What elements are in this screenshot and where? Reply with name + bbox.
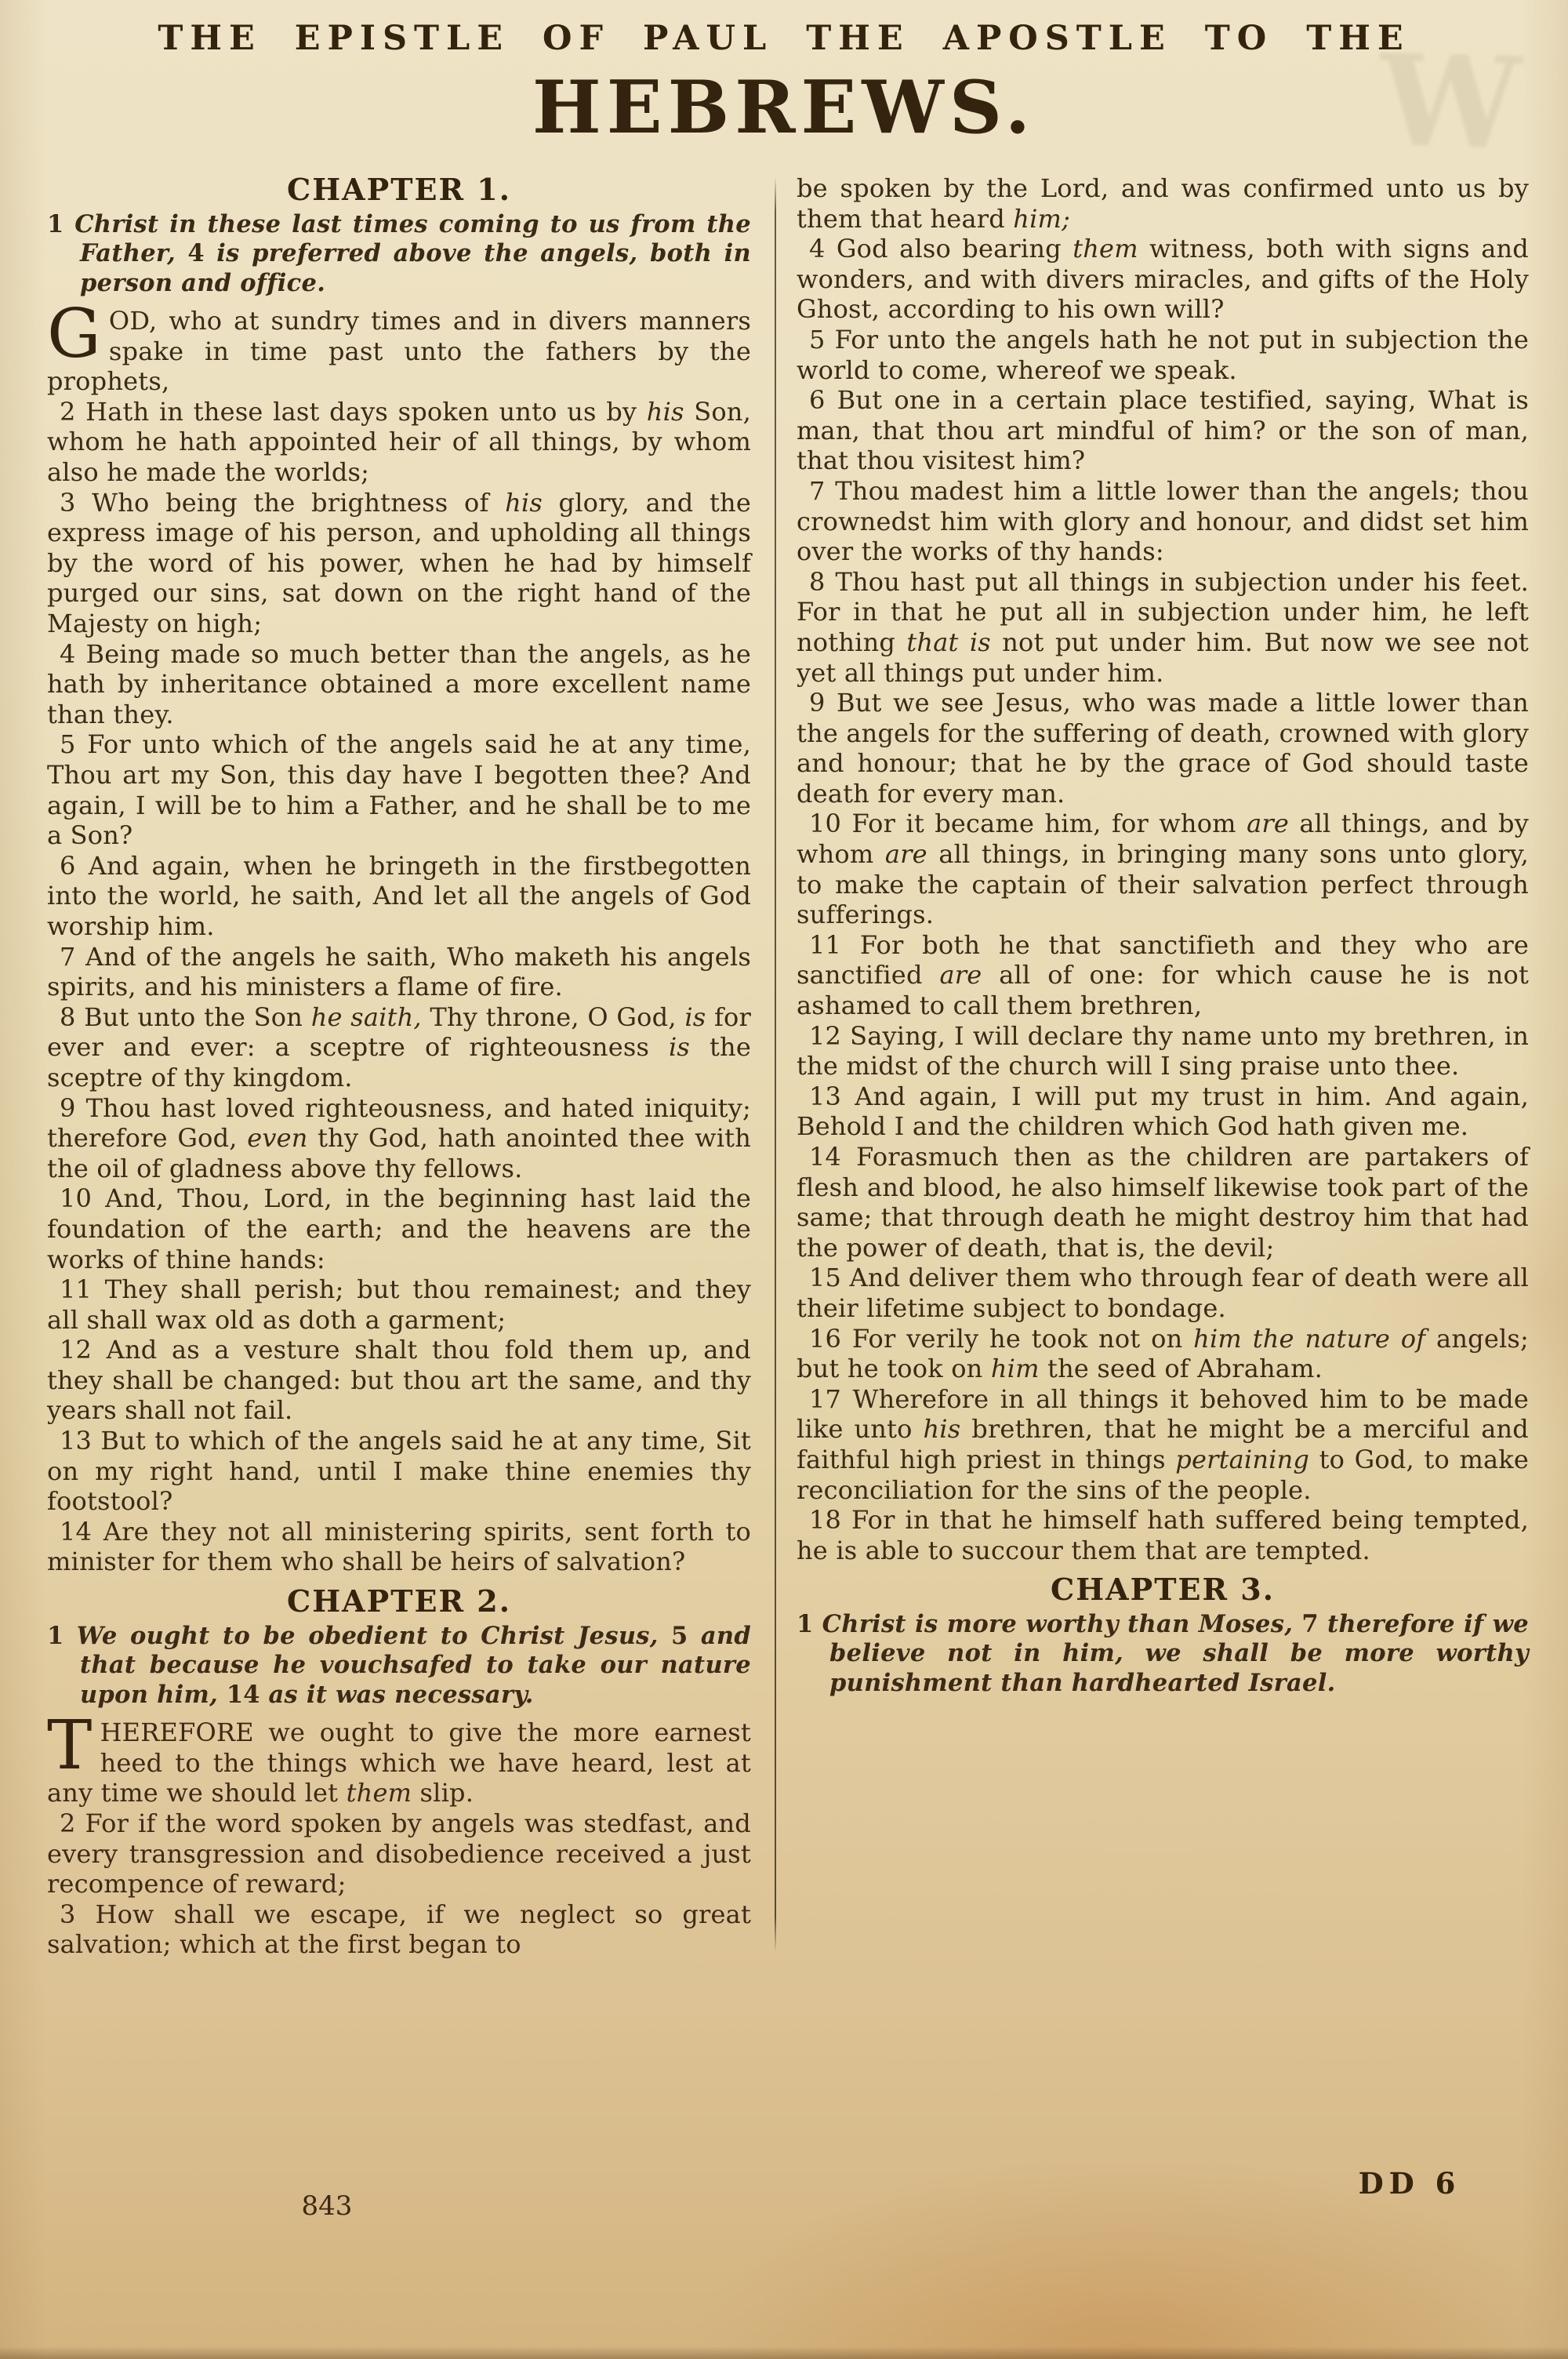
- page-number: 843: [301, 2190, 353, 2222]
- two-column-text-block: [47, 173, 1529, 1960]
- chapter-3-heading: CHAPTER 3.: [1051, 1572, 1275, 1608]
- verse-paragraph: 12 And as a vesture shalt thou fold them up, and they shall be changed: but thou art the same, and thy years shall not fail.: [47, 1335, 751, 1426]
- verse-paragraph: 10 For it became him, for whom are all things, and by whom are all things, in bringing many sons unto glory, to make the captain of their salvation perfect through sufferings.: [797, 809, 1530, 930]
- chapter-1-verses: [47, 295, 751, 1577]
- left-column: [47, 173, 751, 1960]
- verse-paragraph: 2 Hath in these last days spoken unto us by his Son, whom he hath appointed heir of all things, by whom also he made the worlds;: [47, 396, 751, 488]
- chapter-1-summary: 1 Christ in these last times coming to us from the Father, 4 is preferred above the angels, both in person and office.: [47, 209, 752, 297]
- verse-paragraph: 17 Wherefore in all things it behoved him to be made like unto his brethren, that he might be a merciful and faithful high priest in things pertaining to God, to make reconciliation for the sins of the people.: [797, 1383, 1530, 1505]
- printer-signature-mark: DD 6: [1358, 2166, 1461, 2201]
- verse-paragraph: 18 For in that he himself hath suffered being tempted, he is able to succour them that are tempted.: [797, 1505, 1529, 1565]
- epistle-title-line: THE EPISTLE OF PAUL THE APOSTLE TO THE: [158, 19, 1410, 58]
- verse-paragraph: 6 And again, when he bringeth in the firstbegotten into the world, he saith, And let all the angels of God worship him.: [47, 850, 751, 941]
- verse-continuation: be spoken by the Lord, and was confirmed unto us by them that heard him;: [797, 173, 1529, 234]
- verse-paragraph: 3 How shall we escape, if we neglect so great salvation; which at the first began to: [47, 1899, 751, 1960]
- verse-paragraph: 11 They shall perish; but thou remainest; and they all shall wax old as doth a garment;: [47, 1274, 751, 1335]
- verse-paragraph: 16 For verily he took not on him the nature of angels; but he took on him the seed of Abraham.: [797, 1323, 1529, 1384]
- book-title: HEBREWS.: [532, 64, 1036, 150]
- chapter-2-heading: CHAPTER 2.: [287, 1583, 511, 1619]
- verse-paragraph: 9 Thou hast loved righteousness, and hated iniquity; therefore God, even thy God, hath anointed thee with the oil of gladness above thy fellows.: [47, 1092, 751, 1183]
- verse-paragraph: 3 Who being the brightness of his glory, and the express image of his person, and upholding all things by the word of his power, when he had by himself purged our sins, sat down on the right hand of the Majesty on high;: [47, 487, 751, 639]
- verse-paragraph: 4 Being made so much better than the angels, as he hath by inheritance obtained a more excellent name than they.: [47, 638, 751, 729]
- verse-paragraph: 4 God also bearing them witness, both with signs and wonders, and with divers miracles, and gifts of the Holy Ghost, according to his own will?: [797, 234, 1529, 325]
- verse-paragraph: GOD, who at sundry times and in divers manners spake in time past unto the fathers by the prophets,: [47, 295, 751, 397]
- verse-paragraph: 2 For if the word spoken by angels was stedfast, and every transgression and disobedience received a just recompence of reward;: [47, 1808, 751, 1899]
- chapter-2-verses-right: [797, 234, 1529, 1565]
- verse-paragraph: 8 Thou hast put all things in subjection under his feet. For in that he put all in subjection under him, he left nothing that is not put under him. But now we see not yet all things put under him.: [797, 566, 1529, 688]
- verse-paragraph: 13 And again, I will put my trust in him. And again, Behold I and the children which God hath given me.: [797, 1081, 1529, 1142]
- verse-paragraph: 5 For unto the angels hath he not put in subjection the world to come, whereof we speak.: [797, 324, 1529, 385]
- verse-paragraph: 12 Saying, I will declare thy name unto my brethren, in the midst of the church will I sing praise unto thee.: [797, 1020, 1529, 1081]
- showthrough-ghost-letter: W: [1377, 26, 1523, 178]
- verse-paragraph: 14 Are they not all ministering spirits, sent forth to minister for them who shall be heirs of salvation?: [47, 1516, 751, 1577]
- drop-cap: G: [47, 295, 101, 374]
- verse-paragraph: 8 But unto the Son he saith, Thy throne, O God, is for ever and ever: a sceptre of righteousness is the sceptre of thy kingdom.: [47, 1001, 751, 1092]
- chapter-3-summary: 1 Christ is more worthy than Moses, 7 therefore if we believe not in him, we shall be more worthy punishment than hardhearted Israel.: [797, 1609, 1529, 1697]
- column-rule: [775, 176, 776, 1952]
- verse-paragraph: 14 Forasmuch then as the children are partakers of flesh and blood, he also himself likewise took part of the same; that through death he might destroy him that had the power of death, that is, the devil;: [797, 1142, 1529, 1263]
- chapter-2-verses-left: [47, 1707, 751, 1960]
- right-column: [797, 173, 1529, 1960]
- verse-paragraph: 7 And of the angels he saith, Who maketh his angels spirits, and his ministers a flame of fire.: [47, 941, 751, 1002]
- verse-paragraph: 13 But to which of the angels said he at any time, Sit on my right hand, until I make thine enemies thy footstool?: [47, 1426, 751, 1517]
- chapter-1-heading: CHAPTER 1.: [287, 172, 511, 207]
- verse-paragraph: 11 For both he that sanctifieth and they who are sanctified are all of one: for which cause he is not ashamed to call them brethren,: [797, 929, 1529, 1021]
- verse-paragraph: 7 Thou madest him a little lower than the angels; thou crownedst him with glory and honour, and didst set him over the works of thy hands:: [797, 475, 1529, 567]
- verse-paragraph: THEREFORE we ought to give the more earnest heed to the things which we have heard, lest at any time we should let them slip.: [47, 1707, 751, 1808]
- verse-paragraph: 10 And, Thou, Lord, in the beginning hast laid the foundation of the earth; and the heavens are the works of thine hands:: [47, 1183, 751, 1274]
- chapter-2-summary: 1 We ought to be obedient to Christ Jesus, 5 and that because he vouchsafed to take our nature upon him, 14 as it was necessary.: [47, 1621, 751, 1709]
- verse-paragraph: 6 But one in a certain place testified, saying, What is man, that thou art mindful of him? or the son of man, that thou visitest him?: [797, 385, 1529, 476]
- verse-paragraph: 15 And deliver them who through fear of death were all their lifetime subject to bondage.: [797, 1263, 1529, 1323]
- verse-paragraph: 9 But we see Jesus, who was made a little lower than the angels for the suffering of death, crowned with glory and honour; that he by the grace of God should taste death for every man.: [797, 688, 1529, 809]
- drop-cap: T: [47, 1707, 93, 1786]
- verse-paragraph: 5 For unto which of the angels said he at any time, Thou art my Son, this day have I begotten thee? And again, I will be to him a Father, and he shall be to me a Son?: [47, 729, 751, 851]
- book-header: [0, 0, 1568, 150]
